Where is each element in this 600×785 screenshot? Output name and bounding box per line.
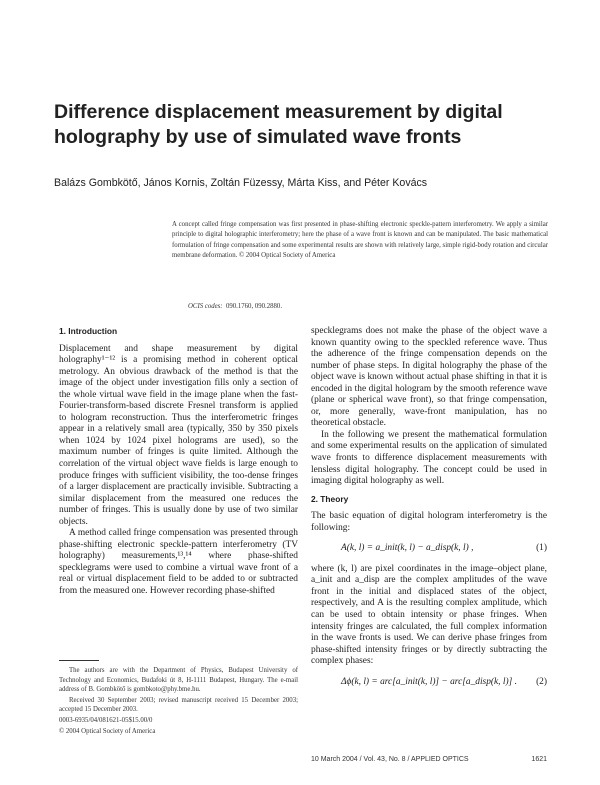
- right-column: [311, 326, 547, 697]
- page-footer: [311, 756, 547, 763]
- footnote-rule: [59, 660, 99, 661]
- abstract: A concept called fringe compensation was first presented in phase-shifting electronic speckle-pattern interferometry. We apply a similar principle to digital holographic interferometry; here the phase of a wave front is known and can be manipulated. The basic mathematical formulation of fringe compensation and some experimental results are shown with relatively large, simple rigid-body rotation and circular membrane deformation. © 2004 Optical Society of America: [172, 221, 548, 259]
- page-number: 1621: [531, 756, 547, 763]
- author-list: Balázs Gombkötő, János Kornis, Zoltán Füzessy, Márta Kiss, and Péter Kovács: [54, 177, 428, 189]
- footnote-code: 0003-6935/04/081621-05$15.00/0: [59, 716, 153, 724]
- paragraph: specklegrams does not make the phase of the object wave a known quantity owing to the speckled reference wave. Thus the adherence of the fringe compensation depends on the number of phase steps. In digital holography the phase of the object wave is known without actual phase shifting in that it is encoded in the digital hologram by the smooth reference wave (plane or spherical wave front), so that fringe compensation, or, more generally, wave-front manipulation, has no theoretical obstacle.: [311, 326, 547, 429]
- ocis-label: OCIS codes:: [188, 303, 223, 310]
- paragraph: In the following we present the mathematical formulation and some experimental results on the application of simulated wave fronts to difference displacement measurements with lensless digital holography. The concept could be used in imaging digital holography as well.: [311, 429, 547, 487]
- footnotes: [59, 666, 298, 737]
- footnote-affiliation: The authors are with the Department of Physics, Budapest University of Technology and Economics, Budafoki út 8, H-1111 Budapest, Hungary. The e-mail address of B. Gombkötő is gombkoto@phy.bme.hu.: [59, 667, 298, 694]
- equation-1: [311, 543, 547, 555]
- equation-2: [311, 677, 547, 689]
- equation-number: (1): [536, 543, 547, 554]
- paragraph: where (k, l) are pixel coordinates in the image–object plane, a_init and a_disp are the complex amplitudes of the wave front in the initial and displaced states of the object, respectively, and A is the resulting complex amplitude, which can be used to obtain intensity or phase fringes. When intensity fringes are calculated, the full complex information in the wave fronts is used. We can derive phase fringes from phase-shifted intensity fringes or by directly subtracting the complex phases:: [311, 563, 547, 667]
- equation-number: (2): [536, 676, 547, 687]
- paragraph: Displacement and shape measurement by digital holography¹⁻¹² is a promising method in coherent optical metrology. An obvious drawback of the method is that the image of the object under investigation fills only a section of the whole virtual wave field in the image plane when the fast-Fourier-transform-based discrete Fresnel transform is applied to hologram reconstruction. Thus the interferometric fringes appear in a relatively small area (typically, 350 by 350 pixels when 1024 by 1024 pixel holograms are used), so the maximum number of fringes is quite limited. Although the correlation of the virtual object wave fields is large enough to produce fringes with sufficient visibility, the too-dense fringes of a larger displacement are practically invisible. Subtracting a similar displacement from the measured one reduces the number of fringes. This is usually done by use of two similar objects.: [59, 343, 298, 527]
- journal-info: 10 March 2004 / Vol. 43, No. 8 / APPLIED OPTICS: [311, 756, 469, 763]
- equation-expression: A(k, l) = a_init(k, l) − a_disp(k, l) ,: [341, 543, 474, 554]
- ocis-codes: [188, 303, 282, 310]
- section-heading-introduction: 1. Introduction: [59, 326, 118, 336]
- paragraph: The basic equation of digital hologram interferometry is the following:: [311, 511, 547, 533]
- footnote-copyright: © 2004 Optical Society of America: [59, 727, 156, 735]
- paper-title: Difference displacement measurement by digital holography by use of simulated wave fronts: [54, 101, 503, 148]
- equation-expression: Δϕ(k, l) = arc[a_init(k, l)] − arc[a_disp(k, l)] .: [341, 676, 517, 687]
- ocis-values: 090.1760, 090.2880.: [225, 303, 283, 310]
- section-heading-theory: 2. Theory: [311, 493, 349, 504]
- paragraph: A method called fringe compensation was presented through phase-shifting electronic speckle-pattern interferometry (TV holography) measurements,¹³,¹⁴ where phase-shifted specklegrams were used to combine a virtual wave front of a real or virtual displacement field to be added to or subtracted from the measured one. However recording phase-shifted: [59, 528, 298, 597]
- left-column: [59, 326, 298, 598]
- footnote-received: Received 30 September 2003; revised manuscript received 15 December 2003; accepted 15 December 2003.: [59, 696, 298, 714]
